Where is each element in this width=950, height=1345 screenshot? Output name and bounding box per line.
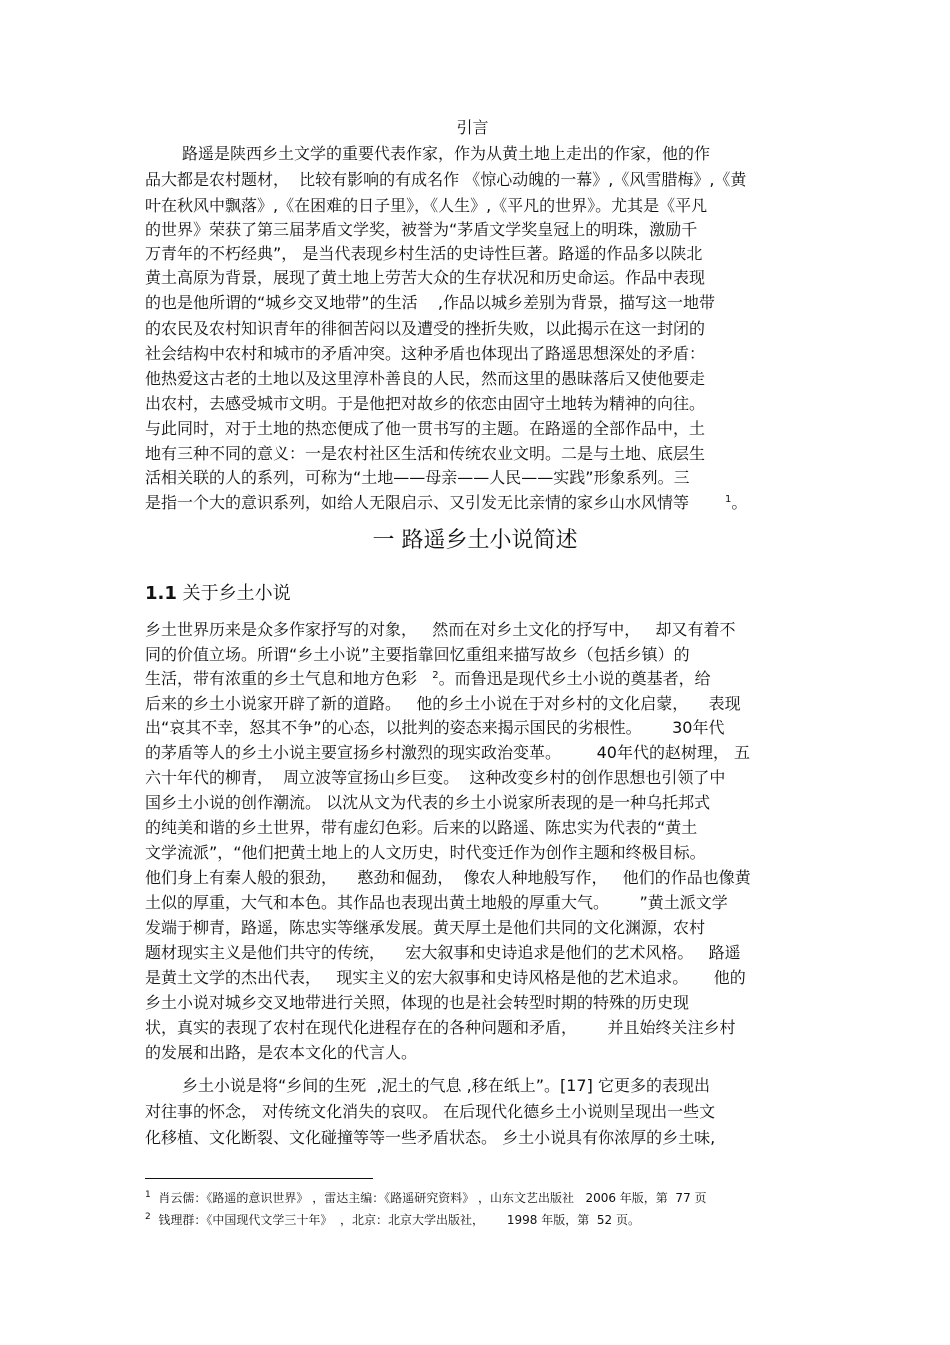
body-line: 乡土小说对城乡交叉地带进行关照，体现的也是社会转型时期的特殊的历史现 [145, 993, 690, 1012]
body-line: 的发展和出路，是农本文化的代言人。 [145, 1043, 418, 1062]
intro-line: 路遥是陕西乡土文学的重要代表作家，作为从黄土地上走出的作家，他的作 [182, 144, 711, 163]
body-line: 乡土小说是将“乡间的生死 ,泥土的气息 ,移在纸上”。[17] 它更多的表现出 [182, 1076, 710, 1095]
body-line: 出“哀其不幸，怒其不争”的心态，以批判的姿态来揭示国民的劣根性。 30年代 [145, 718, 725, 737]
body-line: 后来的乡土小说家开辟了新的道路。 他的乡土小说在于对乡村的文化启蒙， 表现 [145, 694, 741, 713]
intro-line: 地有三种不同的意义：一是农村社区生活和传统农业文明。二是与土地、底层生 [145, 444, 706, 463]
body-line: 乡土世界历来是众多作家抒写的对象， 然而在对乡土文化的抒写中， 却又有着不 [145, 620, 736, 639]
footnote-divider [145, 1178, 373, 1179]
body-line: 文学流派”，“他们把黄土地上的人文历史，时代变迁作为创作主题和终极目标。 [145, 843, 706, 862]
body-line: 是黄土文学的杰出代表， 现实主义的宏大叙事和史诗风格是他的艺术追求。 他的 [145, 968, 746, 987]
intro-line: 黄土高原为背景，展现了黄土地上劳苦大众的生存状况和历史命运。作品中表现 [145, 268, 706, 287]
intro-line [145, 493, 747, 513]
intro-line: 品大都是农村题材， 比较有影响的有成名作 《惊心动魄的一幕》,《风雪腊梅》,《黄 [145, 170, 747, 189]
body-line: 化移植、文化断裂、文化碰撞等等一些矛盾状态。 乡土小说具有你浓厚的乡土味, [145, 1128, 716, 1147]
body-line-text: 生活，带有浓重的乡土气息和地方色彩 [145, 669, 433, 688]
section-title [145, 582, 291, 606]
intro-line: 的农民及农村知识青年的徘徊苦闷以及遭受的挫折失败，以此揭示在这一封闭的 [145, 319, 706, 338]
footnote-mark: 2 [432, 670, 439, 681]
footnote-text: 钱理群：《中国现代文学三十年》 ，北京：北京大学出版社， 1998 年版，第 52 页。 [158, 1213, 640, 1227]
body-line: 状，真实的表现了农村在现代化进程存在的各种问题和矛盾， 并且始终关注乡村 [145, 1018, 736, 1037]
body-line: 他们身上有秦人般的狠劲， 憨劲和倔劲， 像农人种地般写作， 他们的作品也像黄 [145, 868, 751, 887]
footnote-number: 2 [145, 1212, 151, 1222]
intro-line: 出农村，去感受城市文明。于是他把对故乡的依恋由固守土地转为精神的向往。 [145, 394, 706, 413]
intro-title: 引言 [456, 118, 489, 137]
intro-line: 叶在秋风中飘落》,《在困难的日子里》，《人生》,《平凡的世界》。尤其是《平凡 [145, 196, 708, 215]
intro-line-text: 是指一个大的意识系列，如给人无限启示、又引发无比亲情的家乡山水风情等 [145, 493, 690, 512]
section-number: 1.1 [145, 583, 177, 604]
body-line: 的纯美和谐的乡土世界，带有虚幻色彩。后来的以路遥、陈忠实为代表的“黄土 [145, 818, 698, 837]
body-line-text: 。而鲁迅是现代乡土小说的奠基者，给 [438, 669, 711, 688]
intro-line: 与此同时，对于土地的热恋便成了他一贯书写的主题。在路遥的全部作品中，土 [145, 419, 706, 438]
section-title-text: 关于乡土小说 [182, 583, 291, 604]
intro-line: 活相关联的人的系列，可称为“土地——母亲——人民——实践”形象系列。三 [145, 468, 690, 487]
intro-line: 的也是他所谓的“城乡交叉地带”的生活 ,作品以城乡差别为背景，描写这一地带 [145, 293, 716, 312]
body-line: 发端于柳青，路遥，陈忠实等继承发展。黄天厚土是他们共同的文化渊源，农村 [145, 918, 706, 937]
body-line: 土似的厚重，大气和本色。其作品也表现出黄土地般的厚重大气。 ”黄土派文学 [145, 893, 728, 912]
footnote-text: 肖云儒：《路遥的意识世界》 ，雷达主编：《路遥研究资料》 ，山东文艺出版社 2006 年版，第 77 页 [158, 1191, 707, 1205]
footnote-number: 1 [145, 1190, 151, 1200]
intro-line: 的世界》荣获了第三届茅盾文学奖，被誉为“茅盾文学奖皇冠上的明珠，激励千 [145, 220, 698, 239]
body-line: 题材现实主义是他们共守的传统， 宏大叙事和史诗追求是他们的艺术风格。 路遥 [145, 943, 741, 962]
body-line: 对往事的怀念， 对传统文化消失的哀叹。 在后现代化德乡土小说则呈现出一些文 [145, 1102, 716, 1121]
body-line: 的茅盾等人的乡土小说主要宣扬乡村激烈的现实政治变革。 40年代的赵树理， 五 [145, 743, 751, 762]
body-line: 国乡土小说的创作潮流。 以沈从文为代表的乡土小说家所表现的是一种乌托邦式 [145, 793, 711, 812]
intro-line: 万青年的不朽经典”， 是当代表现乡村生活的史诗性巨著。路遥的作品多以陕北 [145, 244, 703, 263]
body-line: 同的价值立场。所谓“乡土小说”主要指靠回忆重组来描写故乡（包括乡镇）的 [145, 645, 690, 664]
intro-line: 社会结构中农村和城市的矛盾冲突。这种矛盾也体现出了路遥思想深处的矛盾： [145, 344, 706, 363]
intro-line-end: 。 [731, 493, 748, 512]
intro-line: 他热爱这古老的土地以及这里淳朴善良的人民，然而这里的愚昧落后又使他要走 [145, 369, 706, 388]
body-line: 六十年代的柳青， 周立波等宣扬山乡巨变。 这种改变乡村的创作思想也引领了中 [145, 768, 726, 787]
footnote [145, 1190, 707, 1206]
footnote-mark: 1 [725, 494, 732, 505]
body-line [145, 669, 711, 689]
footnote [145, 1212, 640, 1228]
chapter-title: 一 路遥乡土小说简述 [372, 528, 578, 553]
